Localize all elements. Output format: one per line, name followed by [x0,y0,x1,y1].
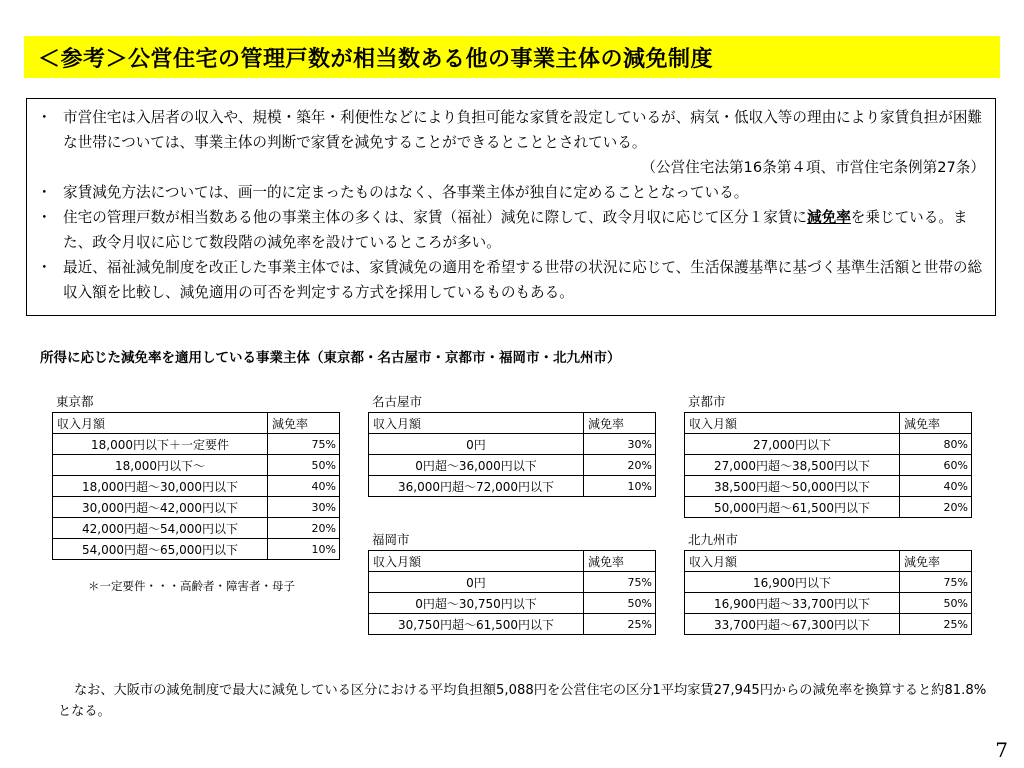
income-cell: 36,000円超～72,000円以下 [369,476,584,497]
city-label-kyoto: 京都市 [688,394,726,409]
legal-reference: （公営住宅法第16条第４項、市営住宅条例第27条） [641,159,985,176]
income-cell: 50,000円超～61,500円以下 [685,497,900,518]
income-cell: 0円 [369,434,584,455]
income-cell: 18,000円超～30,000円以下 [53,476,268,497]
rate-table-fukuoka [368,550,656,635]
table-row [53,539,340,560]
column-header-income: 収入月額 [369,551,584,572]
table-row [369,476,656,497]
table-row [685,497,972,518]
rate-cell: 60% [900,455,972,476]
income-cell: 33,700円超～67,300円以下 [685,614,900,635]
table-row [369,455,656,476]
table-row [369,614,656,635]
income-cell: 0円 [369,572,584,593]
bullet-item [35,180,987,205]
income-cell: 30,000円超～42,000円以下 [53,497,268,518]
income-cell: 27,000円以下 [685,434,900,455]
bullet-mark: ・ [37,259,52,276]
rate-cell: 80% [900,434,972,455]
income-cell: 0円超～30,750円以下 [369,593,584,614]
column-header-rate: 減免率 [268,413,340,434]
bullet-mark: ・ [37,209,52,226]
footer-note: なお、大阪市の減免制度で最大に減免している区分における平均負担額5,088円を公営住宅の区分1平均家賃27,945円からの減免率を換算すると約81.8%となる。 [58,683,987,719]
income-cell: 0円超～36,000円以下 [369,455,584,476]
bullet-item [35,255,987,305]
column-header-income: 収入月額 [53,413,268,434]
keyword-reduction-rate: 減免率 [807,209,851,226]
rate-cell: 40% [900,476,972,497]
column-header-income: 収入月額 [685,551,900,572]
rate-table-tokyo [52,412,340,560]
income-cell: 42,000円超～54,000円以下 [53,518,268,539]
rate-cell: 20% [900,497,972,518]
rate-cell: 30% [268,497,340,518]
summary-box [26,98,996,316]
rate-cell: 30% [584,434,656,455]
bullet-text: を乗じている。また、政令月収に応じて数段階の減免率を設けているところが多い。 [63,209,968,251]
rate-table-nagoya [368,412,656,497]
income-cell: 27,000円超～38,500円以下 [685,455,900,476]
page-number: 7 [995,738,1008,762]
bullet-text: 家賃減免方法については、画一的に定まったものはなく、各事業主体が独自に定めることとなっている。 [63,184,749,201]
rate-cell: 10% [584,476,656,497]
income-cell: 54,000円超～65,000円以下 [53,539,268,560]
rate-cell: 75% [268,434,340,455]
rate-cell: 75% [900,572,972,593]
rate-cell: 50% [268,455,340,476]
table-row [369,434,656,455]
rate-cell: 40% [268,476,340,497]
table-row [369,572,656,593]
income-cell: 38,500円超～50,000円以下 [685,476,900,497]
rate-cell: 50% [900,593,972,614]
table-row [53,455,340,476]
rate-table-kitakyushu [684,550,972,635]
rate-cell: 75% [584,572,656,593]
table-row [685,476,972,497]
income-cell: 16,900円以下 [685,572,900,593]
rate-cell: 50% [584,593,656,614]
bullet-text: 最近、福祉減免制度を改正した事業主体では、家賃減免の適用を希望する世帯の状況に応じて、生活保護基準に基づく基準生活額と世帯の総収入額を比較し、減免適用の可否を判定する方式を採用しているものもある。 [63,259,983,301]
table-row [685,434,972,455]
city-label-kitakyushu: 北九州市 [688,532,739,547]
rate-cell: 25% [900,614,972,635]
table-header-row [685,551,972,572]
city-label-fukuoka: 福岡市 [372,532,410,547]
rate-table-kyoto [684,412,972,518]
table-row [685,593,972,614]
table-row [369,593,656,614]
table-row [53,476,340,497]
table-header-row [53,413,340,434]
city-label-nagoya: 名古屋市 [372,394,423,409]
income-cell: 30,750円超～61,500円以下 [369,614,584,635]
column-header-income: 収入月額 [369,413,584,434]
income-cell: 16,900円超～33,700円以下 [685,593,900,614]
table-row [53,518,340,539]
table-row [685,614,972,635]
bullet-mark: ・ [37,184,52,201]
table-row [685,572,972,593]
table-header-row [369,551,656,572]
tokyo-footnote: ＊一定要件・・・高齢者・障害者・母子 [88,579,295,593]
page-title: ＜参考＞公営住宅の管理戸数が相当数ある他の事業主体の減免制度 [24,36,1000,78]
bullet-text: 市営住宅は入居者の収入や、規模・築年・利便性などにより負担可能な家賃を設定しているが、病気・低収入等の理由により家賃負担が困難な世帯については、事業主体の判断で家賃を減免することができるとこととされている。 [63,109,983,151]
income-cell: 18,000円以下～ [53,455,268,476]
table-row [685,455,972,476]
table-row [53,434,340,455]
income-cell: 18,000円以下＋一定要件 [53,434,268,455]
rate-cell: 20% [584,455,656,476]
table-header-row [369,413,656,434]
table-row [53,497,340,518]
table-header-row [685,413,972,434]
bullet-item [35,205,987,255]
bullet-mark: ・ [37,109,52,126]
rate-cell: 25% [584,614,656,635]
section-subtitle: 所得に応じた減免率を適用している事業主体（東京都・名古屋市・京都市・福岡市・北九州市） [40,350,621,366]
column-header-rate: 減免率 [900,551,972,572]
column-header-rate: 減免率 [584,413,656,434]
column-header-rate: 減免率 [584,551,656,572]
column-header-income: 収入月額 [685,413,900,434]
column-header-rate: 減免率 [900,413,972,434]
rate-cell: 10% [268,539,340,560]
rate-cell: 20% [268,518,340,539]
city-label-tokyo: 東京都 [56,394,94,409]
bullet-item [35,105,987,180]
bullet-text: 住宅の管理戸数が相当数ある他の事業主体の多くは、家賃（福祉）減免に際して、政令月収に応じて区分１家賃に [63,209,807,226]
